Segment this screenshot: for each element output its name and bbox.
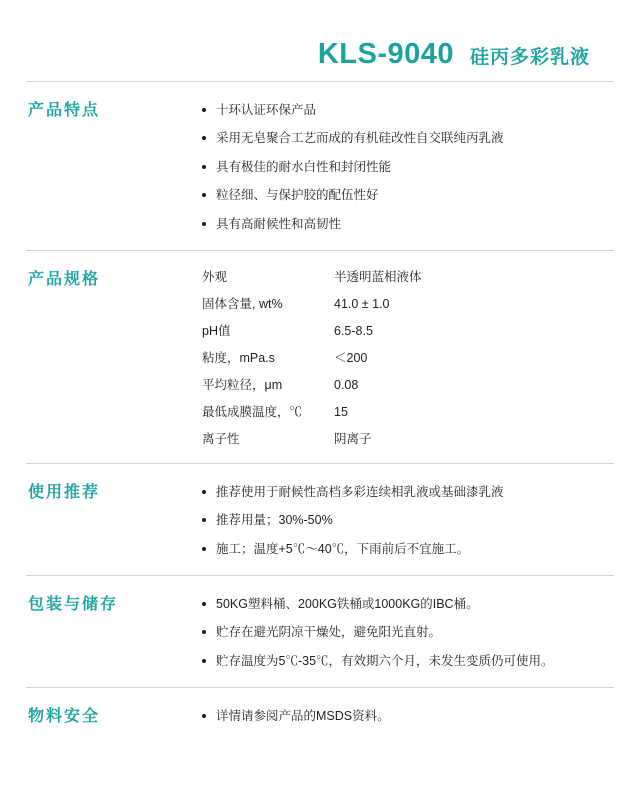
list-item: 贮存温度为5℃-35℃，有效期六个月，未发生变质仍可使用。 (202, 652, 614, 671)
feature-list (202, 101, 614, 234)
list-item: 50KG塑料桶、200KG铁桶或1000KG的IBC桶。 (202, 595, 614, 614)
section-body (202, 269, 614, 447)
list-item: 推荐用量；30%-50% (202, 511, 614, 530)
safety-list (202, 707, 614, 726)
list-item: 具有极佳的耐水白性和封闭性能 (202, 158, 614, 177)
page-bottom-spacer (26, 745, 614, 775)
spec-value: 41.0 ± 1.0 (334, 296, 390, 311)
usage-list (202, 483, 614, 559)
list-item: 十环认证环保产品 (202, 101, 614, 120)
list-item: 具有高耐候性和高韧性 (202, 215, 614, 234)
specification-table (202, 270, 422, 447)
product-code: KLS-9040 (317, 38, 454, 70)
table-row (202, 324, 422, 351)
table-row (202, 405, 422, 432)
packaging-list (202, 595, 614, 671)
spec-value: 阴离子 (334, 431, 372, 446)
list-item: 贮存在避光阴凉干燥处，避免阳光直射。 (202, 623, 614, 642)
product-name: 硅丙多彩乳液 (469, 47, 590, 68)
section-title: 物料安全 (28, 708, 101, 726)
spec-label: 离子性 (202, 431, 240, 446)
table-row (202, 270, 422, 297)
spec-value: ＜200 (334, 350, 368, 365)
spec-label: 粘度，mPa.s (202, 350, 275, 365)
list-item: 推荐使用于耐候性高档多彩连续相乳液或基础漆乳液 (202, 483, 614, 502)
section-title: 包装与储存 (28, 596, 119, 613)
section-usage-recommendation (26, 463, 614, 575)
section-product-features (26, 81, 614, 250)
list-item: 粒径细、与保护胶的配伍性好 (202, 186, 614, 205)
list-item: 详情请参阅产品的MSDS资料。 (202, 707, 614, 726)
spec-label: 平均粒径，μm (202, 377, 283, 392)
section-body (202, 706, 614, 726)
section-title: 产品规格 (28, 270, 101, 288)
list-item: 施工；温度+5℃～40℃，下雨前后不宜施工。 (202, 540, 614, 559)
spec-value: 半透明蓝相液体 (334, 269, 422, 284)
section-body (202, 594, 614, 671)
spec-value: 0.08 (334, 377, 359, 392)
spec-label: 最低成膜温度，℃ (202, 404, 303, 419)
section-packaging-storage (26, 575, 614, 687)
spec-label: pH值 (202, 323, 231, 338)
list-item: 采用无皂聚合工艺而成的有机硅改性自交联纯丙乳液 (202, 129, 614, 148)
table-row (202, 297, 422, 324)
section-title: 使用推荐 (28, 483, 101, 501)
table-row (202, 378, 422, 405)
spec-label: 固体含量, wt% (202, 296, 283, 311)
page-header (26, 0, 614, 81)
section-body (202, 100, 614, 234)
section-body (202, 482, 614, 559)
spec-value: 15 (334, 404, 348, 419)
section-material-safety (26, 687, 614, 744)
section-title: 产品特点 (28, 102, 101, 119)
spec-label: 外观 (202, 269, 228, 284)
spec-value: 6.5-8.5 (334, 323, 373, 338)
table-row (202, 351, 422, 378)
table-row (202, 432, 422, 447)
section-specifications (26, 250, 614, 463)
